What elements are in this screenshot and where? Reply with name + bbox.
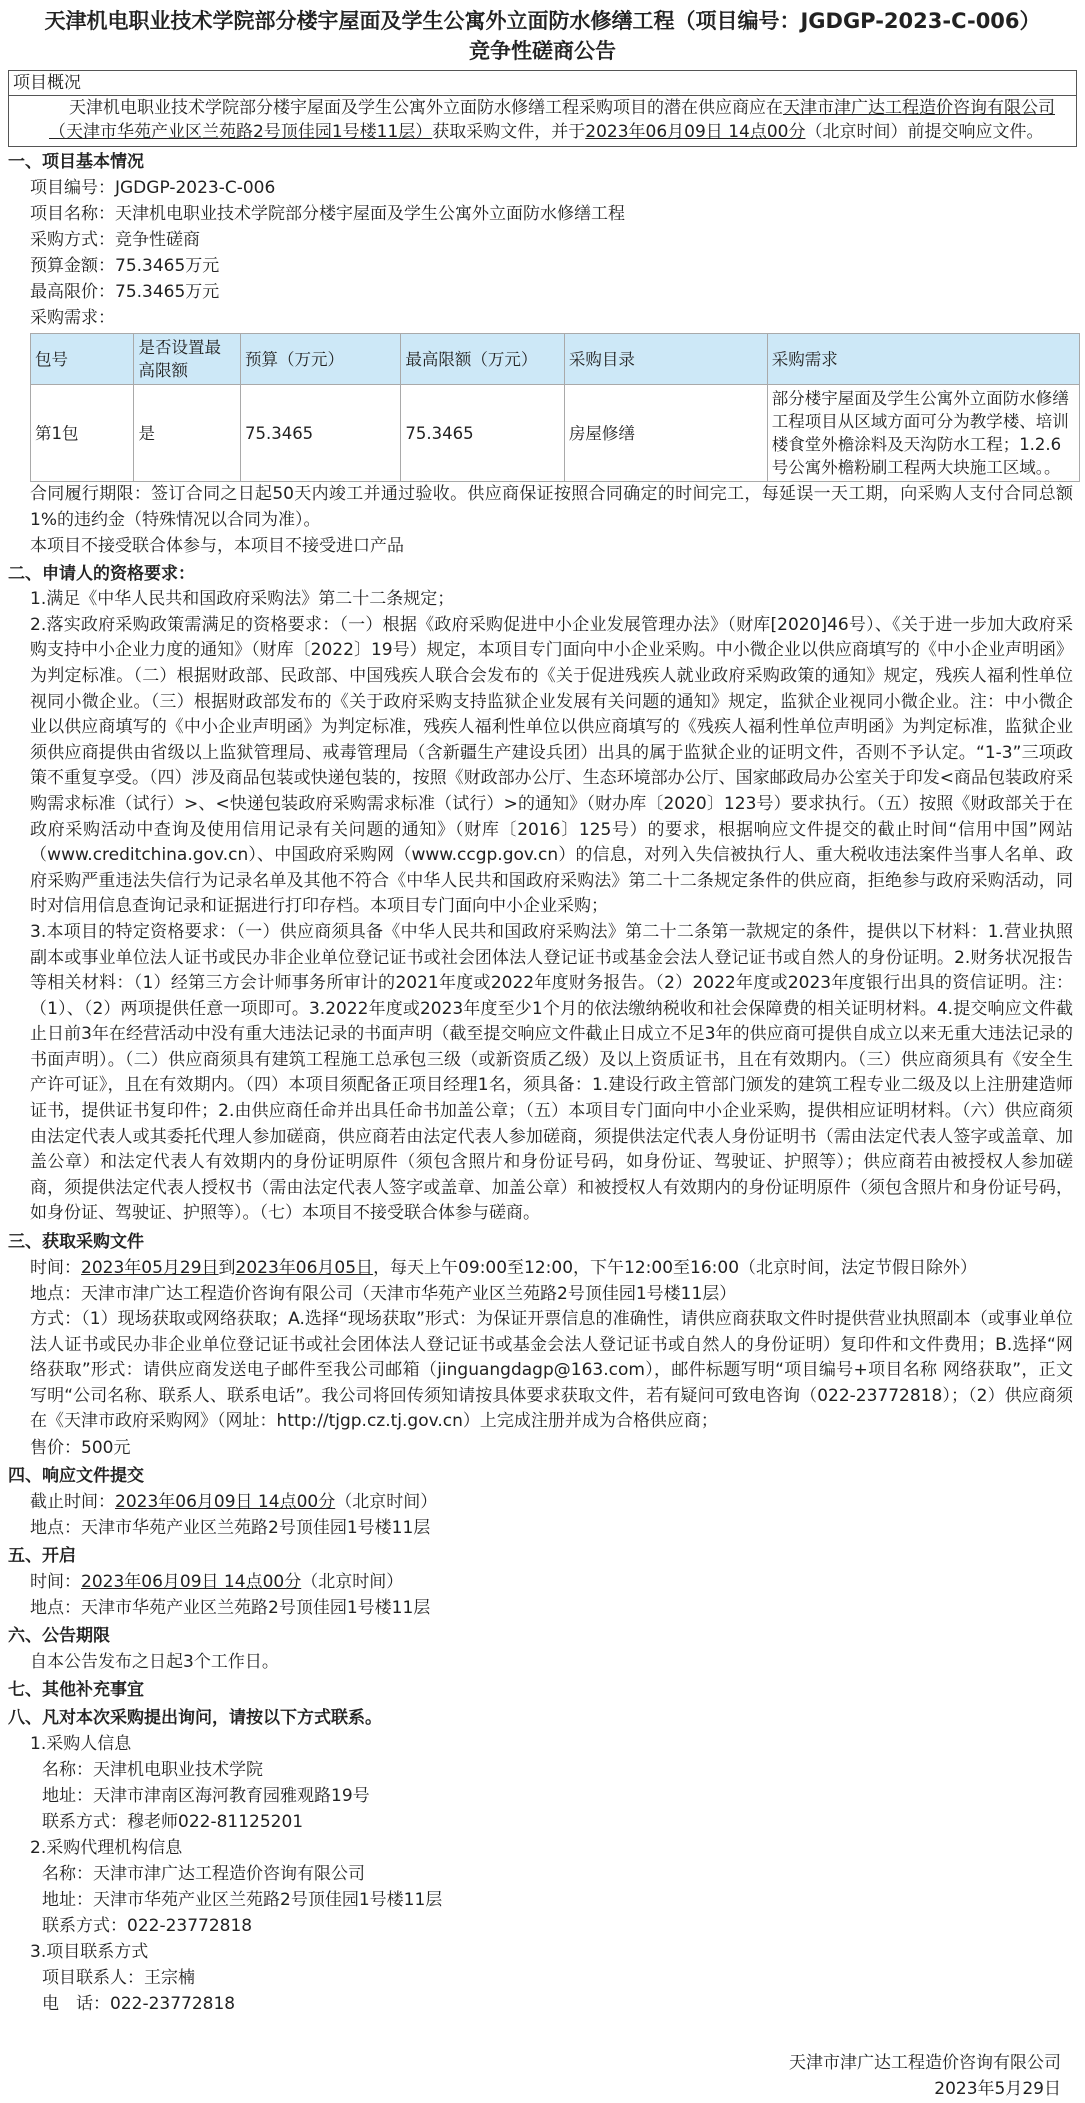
obtain-time bbox=[8, 1255, 1077, 1281]
purchaser-heading: 1.采购人信息 bbox=[30, 1734, 132, 1754]
qualification-1: 1.满足《中华人民共和国政府采购法》第二十二条规定； bbox=[30, 589, 455, 610]
submission-deadline-label: 截止时间： bbox=[30, 1492, 115, 1512]
section-1-heading: 一、项目基本情况 bbox=[8, 152, 144, 172]
obtain-time-mid: 到 bbox=[218, 1258, 236, 1279]
submission-deadline-value: 2023年06月09日 14点00分 bbox=[115, 1492, 336, 1512]
notice-period: 自本公告发布之日起3个工作日。 bbox=[30, 1652, 279, 1672]
agency-heading: 2.采购代理机构信息 bbox=[30, 1838, 183, 1858]
table-header: 是否设置最高限额 bbox=[134, 334, 240, 385]
footer-org: 天津市津广达工程造价咨询有限公司 bbox=[789, 2053, 1061, 2073]
contract-period: 合同履行期限：签订合同之日起50天内竣工并通过验收。供应商保证按照合同确定的时间完工，每延误一天工期，向采购人支付合同总额1%的违约金（特殊情况以合同为准）。 bbox=[30, 484, 1073, 530]
obtain-time-label: 时间： bbox=[30, 1258, 81, 1279]
submission-deadline-tz: （北京时间） bbox=[335, 1492, 438, 1512]
summary-deadline: 2023年06月09日 14点00分 bbox=[585, 122, 806, 142]
table-cell: 75.3465 bbox=[240, 385, 400, 482]
section-8-heading: 八、凡对本次采购提出询问，请按以下方式联系。 bbox=[8, 1708, 382, 1728]
section-7-heading: 七、其他补充事宜 bbox=[8, 1680, 144, 1700]
agency-contact: 联系方式：022-23772818 bbox=[42, 1916, 253, 1936]
max-price: 最高限价：75.3465万元 bbox=[30, 282, 220, 302]
submission-place: 地点：天津市华苑产业区兰苑路2号顶佳园1号楼11层 bbox=[30, 1518, 431, 1538]
procurement-needs-label: 采购需求： bbox=[30, 308, 115, 328]
project-contact-phone: 电 话：022-23772818 bbox=[42, 1994, 236, 2014]
opening-time-label: 时间： bbox=[30, 1572, 81, 1592]
summary-text bbox=[9, 96, 1076, 146]
table-cell: 部分楼宇屋面及学生公寓外立面防水修缮工程项目从区域方面可分为教学楼、培训楼食堂外檐涂料及天沟防水工程；1.2.6号公寓外檐粉刷工程两大块施工区域。。 bbox=[767, 385, 1079, 482]
opening-time-tz: （北京时间） bbox=[301, 1572, 404, 1592]
qualification-2: 2.落实政府采购政策需满足的资格要求：（一）根据《政府采购促进中小企业发展管理办法》（财库[2020]46号）、《关于进一步加大政府采购支持中小企业力度的通知》（财库〔2022〕19号）规定，本项目专门面向中小企业采购。中小微企业以供应商填写的《中小企业声明函》为判定标准。（二）根据财政部、民政部、中国残疾人联合会发布的《关于促进残疾人就业政府采购政策的通知》规定，残疾人福利性单位视同小微企业。（三）根据财政部发布的《关于政府采购支持监狱企业发展有关问题的通知》规定，监狱企业视同小微企业。注：中小微企业以供应商填写的《中小企业声明函》为判定标准，残疾人福利性单位以供应商填写的《残疾人福利性单位声明函》为判定标准，监狱企业须供应商提供由省级以上监狱管理局、戒毒管理局（含新疆生产建设兵团）出具的属于监狱企业的证明文件，否则不予认定。“1-3”三项政策不重复享受。（四）涉及商品包装或快递包装的，按照《财政部办公厅、生态环境部办公厅、国家邮政局办公室关于印发<商品包装政府采购需求标准（试行）>、<快递包装政府采购需求标准（试行）>的通知》（财办库〔2020〕123号）要求执行。（五）按照《财政部关于在政府采购活动中查询及使用信用记录有关问题的通知》（财库〔2016〕125号）的要求，根据响应文件提交的截止时间“信用中国”网站（www.creditchina.gov.cn）、中国政府采购网（www.ccgp.gov.cn）的信息，对列入失信被执行人、重大税收违法案件当事人名单、政府采购严重违法失信行为记录名单及其他不符合《中华人民共和国政府采购法》第二十二条规定条件的供应商，拒绝参与政府采购活动，同时对信用信息查询记录和证据进行打印存档。本项目专门面向中小企业采购； bbox=[30, 614, 1073, 917]
obtain-time-start: 2023年05月29日 bbox=[81, 1258, 219, 1279]
table-cell: 第1包 bbox=[31, 385, 134, 482]
project-contact-heading: 3.项目联系方式 bbox=[30, 1942, 149, 1962]
table-header: 包号 bbox=[31, 334, 134, 385]
requirements-table bbox=[30, 333, 1080, 482]
project-name: 项目名称：天津机电职业技术学院部分楼宇屋面及学生公寓外立面防水修缮工程 bbox=[30, 204, 625, 224]
document-price: 售价：500元 bbox=[30, 1438, 131, 1458]
purchaser-contact: 联系方式：穆老师022-81125201 bbox=[42, 1812, 304, 1832]
obtain-place: 地点：天津市津广达工程造价咨询有限公司（天津市华苑产业区兰苑路2号顶佳园1号楼11层） bbox=[30, 1284, 737, 1305]
obtain-time-end: 2023年06月05日 bbox=[235, 1258, 374, 1279]
section-5-heading: 五、开启 bbox=[8, 1546, 76, 1566]
opening-place: 地点：天津市华苑产业区兰苑路2号顶佳园1号楼11层 bbox=[30, 1598, 431, 1618]
section-6-heading: 六、公告期限 bbox=[8, 1626, 110, 1646]
section-2-heading: 二、申请人的资格要求： bbox=[8, 564, 195, 585]
project-number: 项目编号：JGDGP-2023-C-006 bbox=[30, 178, 276, 198]
opening-time-value: 2023年06月09日 14点00分 bbox=[81, 1572, 302, 1592]
summary-part-1: 天津机电职业技术学院部分楼宇屋面及学生公寓外立面防水修缮工程采购项目的潜在供应商应在 bbox=[69, 98, 783, 118]
budget-amount: 预算金额：75.3465万元 bbox=[30, 256, 220, 276]
section-3-heading: 三、获取采购文件 bbox=[8, 1232, 144, 1253]
summary-part-2: 获取采购文件，并于 bbox=[432, 122, 586, 142]
table-header: 采购需求 bbox=[767, 334, 1079, 385]
agency-address: 地址：天津市华苑产业区兰苑路2号顶佳园1号楼11层 bbox=[42, 1890, 443, 1910]
summary-label: 项目概况 bbox=[9, 71, 1076, 96]
table-row bbox=[31, 385, 1080, 482]
consortium-note: 本项目不接受联合体参与，本项目不接受进口产品 bbox=[30, 536, 404, 557]
project-contact-person: 项目联系人：王宗楠 bbox=[42, 1968, 195, 1988]
table-cell: 房屋修缮 bbox=[564, 385, 767, 482]
page-title: 天津机电职业技术学院部分楼宇屋面及学生公寓外立面防水修缮工程（项目编号：JGDGP-2023-C-006） bbox=[44, 9, 1041, 33]
agency-name: 名称：天津市津广达工程造价咨询有限公司 bbox=[42, 1864, 365, 1884]
obtain-time-rest: ，每天上午09:00至12:00，下午12:00至16:00（北京时间，法定节假日除外） bbox=[373, 1258, 978, 1279]
table-header-row bbox=[31, 334, 1080, 385]
page-subtitle: 竞争性磋商公告 bbox=[469, 39, 616, 63]
table-header: 采购目录 bbox=[564, 334, 767, 385]
opening-time bbox=[8, 1569, 1077, 1595]
purchaser-name: 名称：天津机电职业技术学院 bbox=[42, 1760, 263, 1780]
project-summary-box bbox=[8, 70, 1077, 147]
table-header: 预算（万元） bbox=[240, 334, 400, 385]
summary-place: 天津市津广达工程造价咨询有限公司（天津市华苑产业区兰苑路2号顶佳园1号楼11层） bbox=[49, 98, 1055, 142]
table-cell: 是 bbox=[134, 385, 240, 482]
submission-deadline bbox=[8, 1489, 1077, 1515]
table-header: 最高限额（万元） bbox=[401, 334, 564, 385]
purchaser-address: 地址：天津市津南区海河教育园雅观路19号 bbox=[42, 1786, 370, 1806]
section-4-heading: 四、响应文件提交 bbox=[8, 1466, 144, 1486]
footer-date: 2023年5月29日 bbox=[934, 2079, 1061, 2099]
summary-part-3: （北京时间）前提交响应文件。 bbox=[805, 122, 1044, 142]
obtain-method: 方式：（1）现场获取或网络获取；A.选择“现场获取”形式：为保证开票信息的准确性，请供应商获取文件时提供营业执照副本（或事业单位法人证书或民办非企业单位登记证书或社会团体法人登记证书或基金会法人登记证书或自然人的身份证明）复印件和文件费用；B.选择“网络获取”形式：请供应商发送电子邮件至我公司邮箱（jinguangdagp@163.com），邮件标题写明“项目编号+项目名称 网络获取”，正文写明“公司名称、联系人、联系电话”。我公司将回传须知请按具体要求获取文件，若有疑问可致电咨询（022-23772818）；（2）供应商须在《天津市政府采购网》（网址：http://tjgp.cz.tj.gov.cn）上完成注册并成为合格供应商； bbox=[30, 1309, 1073, 1432]
procurement-method: 采购方式：竞争性磋商 bbox=[30, 230, 200, 250]
qualification-3: 3.本项目的特定资格要求：（一）供应商须具备《中华人民共和国政府采购法》第二十二条第一款规定的条件，提供以下材料：1.营业执照副本或事业单位法人证书或民办非企业单位登记证书或社会团体法人登记证书或基金会法人登记证书或自然人的身份证明。2.财务状况报告等相关材料：（1）经第三方会计师事务所审计的2021年度或2022年度财务报告。（2）2022年度或2023年度银行出具的资信证明。注：（1）、（2）两项提供任意一项即可。3.2022年度或2023年度至少1个月的依法缴纳税收和社会保障费的相关证明材料。4.提交响应文件截止日前3年在经营活动中没有重大违法记录的书面声明（截至提交响应文件截止日成立不足3年的供应商可提供自成立以来无重大违法记录的书面声明）。（二）供应商须具有建筑工程施工总承包三级（或新资质乙级）及以上资质证书，且在有效期内。（三）供应商须具有《安全生产许可证》，且在有效期内。（四）本项目须配备正项目经理1名，须具备：1.建设行政主管部门颁发的建筑工程专业二级及以上注册建造师证书，提供证书复印件；2.由供应商任命并出具任命书加盖公章；（五）本项目专门面向中小企业采购，提供相应证明材料。（六）供应商须由法定代表人或其委托代理人参加磋商，供应商若由法定代表人参加磋商，须提供法定代表人身份证明书（需由法定代表人签字或盖章、加盖公章）和法定代表人有效期内的身份证明原件（须包含照片和身份证号码，如身份证、驾驶证、护照等）；供应商若由被授权人参加磋商，须提供法定代表人授权书（需由法定代表人签字或盖章、加盖公章）和被授权人有效期内的身份证明原件（须包含照片和身份证号码，如身份证、驾驶证、护照等）。（七）本项目不接受联合体参与磋商。 bbox=[30, 921, 1073, 1224]
table-cell: 75.3465 bbox=[401, 385, 564, 482]
